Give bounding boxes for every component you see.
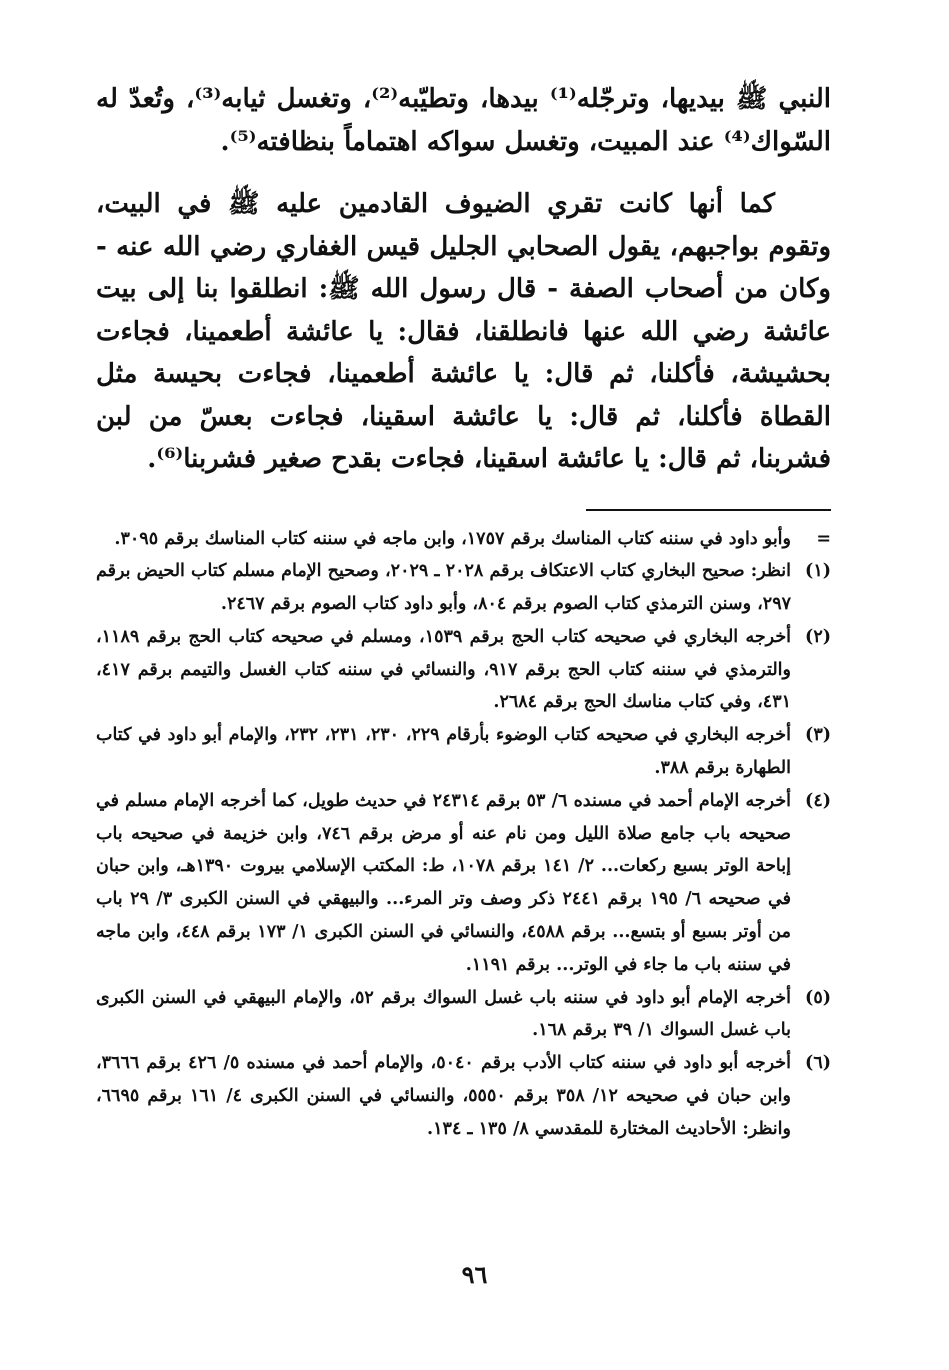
footnote-text: أخرجه البخاري في صحيحه كتاب الوضوء بأرقام ٢٢٩، ٢٣٠، ٢٣١، ٢٣٢، والإمام أبو داود في كتاب الطهارة برقم ٣٨٨. bbox=[96, 725, 791, 779]
footnote-number: (٤) bbox=[805, 790, 831, 811]
footnote-number: (٦) bbox=[805, 1053, 831, 1074]
footnote-marker: = bbox=[816, 528, 831, 549]
footnote-text: وأبو داود في سننه كتاب المناسك برقم ١٧٥٧، وابن ماجه في سننه كتاب المناسك برقم ٣٠٩٥. bbox=[114, 528, 791, 549]
footnote-text: انظر: صحيح البخاري كتاب الاعتكاف برقم ٢٠٢٨ ـ ٢٠٢٩، وصحيح الإمام مسلم كتاب الحيض برقم ٢٩٧، وسنن الترمذي كتاب الصوم برقم ٨٠٤، وأبو داود كتاب الصوم برقم ٢٤٦٧. bbox=[96, 561, 792, 615]
footnote-3 bbox=[96, 719, 831, 785]
footnote-number: (٥) bbox=[805, 987, 831, 1008]
book-page bbox=[96, 78, 831, 1146]
footnote-5 bbox=[96, 982, 831, 1048]
footnotes bbox=[96, 523, 831, 1146]
footnote-6 bbox=[96, 1047, 831, 1145]
paragraph-1: النبي ﷺ بيديها، وترجّله⁽¹⁾ بيدها، وتطيّبه⁽²⁾، وتغسل ثيابه⁽³⁾، وتُعدّ له السّواك⁽⁴⁾ عند المبيت، وتغسل سواكه اهتماماً بنظافته⁽⁵⁾. bbox=[96, 84, 831, 157]
main-text bbox=[96, 78, 831, 481]
page-number: ٩٦ bbox=[461, 1260, 488, 1289]
footnote-number: (٢) bbox=[805, 626, 831, 647]
footnote-number: (١) bbox=[805, 561, 831, 582]
footnote-text: أخرجه أبو داود في سننه كتاب الأدب برقم ٥٠٤٠، والإمام أحمد في مسنده ٥/ ٤٢٦ برقم ٣٦٦٦، وابن حبان في صحيحه ١٢/ ٣٥٨ برقم ٥٥٥٠، والنسائي في السنن الكبرى ٤/ ١٦١ برقم ٦٦٩٥، وانظر: الأحاديث المختارة للمقدسي ٨/ ١٣٥ ـ ١٣٤. bbox=[96, 1053, 791, 1139]
paragraph-2: كما أنها كانت تقري الضيوف القادمين عليه ﷺ في البيت، وتقوم بواجبهم، يقول الصحابي الجليل قيس الغفاري رضي الله عنه - وكان من أصحاب الصفة - قال رسول الله ﷺ: انطلقوا بنا إلى بيت عائشة رضي الله عنها فانطلقنا، فقال: يا عائشة أطعمينا، فجاءت بحشيشة، فأكلنا، ثم قال: يا عائشة أطعمينا، فجاءت بحيسة مثل القطاة فأكلنا، ثم قال: يا عائشة اسقينا، فجاءت بعسّ من لبن فشربنا، ثم قال: يا عائشة اسقينا، فجاءت بقدح صغير فشربنا⁽⁶⁾. bbox=[96, 189, 831, 474]
footnote-1 bbox=[96, 555, 831, 621]
footnote-continued bbox=[96, 523, 831, 556]
footnote-2 bbox=[96, 621, 831, 719]
footnote-number: (٣) bbox=[805, 725, 831, 746]
footnote-text: أخرجه الإمام أبو داود في سننه باب غسل السواك برقم ٥٢، والإمام البيهقي في السنن الكبرى باب غسل السواك ١/ ٣٩ برقم ١٦٨. bbox=[96, 987, 791, 1041]
footnote-text: أخرجه البخاري في صحيحه كتاب الحج برقم ١٥٣٩، ومسلم في صحيحه كتاب الحج برقم ١١٨٩، والترمذي في سننه كتاب الحج برقم ٩١٧، والنسائي في سننه كتاب الغسل والتيمم برقم ٤١٧، ٤٣١، وفي كتاب مناسك الحج برقم ٢٦٨٤. bbox=[96, 626, 792, 713]
footnote-text: أخرجه الإمام أحمد في مسنده ٦/ ٥٣ برقم ٢٤٣١٤ في حديث طويل، كما أخرجه الإمام مسلم في صحيحه باب جامع صلاة الليل ومن نام عنه أو مرض برقم ٧٤٦، وابن خزيمة في صحيحه باب إباحة الوتر بسبع ركعات... ٢/ ١٤١ برقم ١٠٧٨، ط: المكتب الإسلامي بيروت ١٣٩٠هـ، وابن حبان في صحيحه ٦/ ١٩٥ برقم ٢٤٤١ ذكر وصف وتر المرء... والبيهقي في السنن الكبرى ٣/ ٢٩ باب من أوتر بسبع أو بتسع... برقم ٤٥٨٨، والنسائي في السنن الكبرى ١/ ١٧٣ برقم ٤٤٨، وابن ماجه في سننه باب ما جاء في الوتر... برقم ١١٩١. bbox=[96, 790, 792, 975]
footnote-4 bbox=[96, 785, 831, 982]
footnote-separator bbox=[586, 509, 831, 511]
